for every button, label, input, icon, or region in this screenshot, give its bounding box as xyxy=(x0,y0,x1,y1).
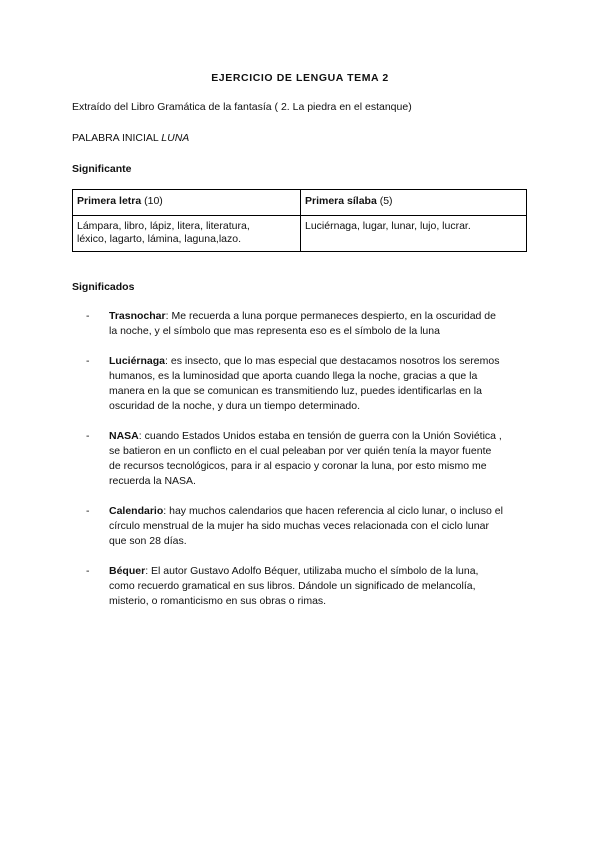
header-primera-silaba xyxy=(301,190,527,216)
list-bullet: - xyxy=(86,565,90,577)
definition-line: círculo menstrual de la mujer ha sido muchas veces relacionada con el ciclo lunar xyxy=(109,520,489,532)
header-primera-letra xyxy=(73,190,301,216)
list-item-calendario xyxy=(86,504,526,549)
source-subtitle: Extraído del Libro Gramática de la fantasía ( 2. La piedra en el estanque) xyxy=(72,101,412,113)
col1-header-label: Primera letra xyxy=(77,195,142,207)
definition-line: oscuridad de la noche, y dura un tiempo determinado. xyxy=(109,400,360,412)
definition-line: como recuerdo gramatical en sus libros. Dándole un significado de melancolía, xyxy=(109,580,476,592)
initial-word-line xyxy=(72,132,189,144)
term: Calendario xyxy=(109,505,164,517)
words-line: léxico, lagarto, lámina, laguna,lazo. xyxy=(77,233,242,245)
words-line: Lámpara, libro, lápiz, litera, literatura, xyxy=(77,220,250,232)
definition-line: manera en la que se comunican es transmitiendo luz, puedes identificarlas en la xyxy=(109,385,482,397)
definition-line: recuerda la NASA. xyxy=(109,475,196,487)
words-primera-letra xyxy=(73,216,301,252)
significados-list xyxy=(86,309,526,624)
significante-heading: Significante xyxy=(72,163,132,175)
significante-table xyxy=(72,189,527,252)
words-primera-silaba: Luciérnaga, lugar, lunar, lujo, lucrar. xyxy=(301,216,527,252)
term: Luciérnaga xyxy=(109,355,166,367)
definition-line: : Me recuerda a luna porque permaneces despierto, en la oscuridad de xyxy=(165,310,496,322)
definition-line: que son 28 días. xyxy=(109,535,187,547)
col1-header-count: (10) xyxy=(141,195,163,207)
definition-line: : es insecto, que lo mas especial que destacamos nosotros los seremos xyxy=(165,355,500,367)
definition-line: de recursos tecnológicos, para ir al espacio y coronar la luna, por esto mismo me xyxy=(109,460,487,472)
significados-heading: Significados xyxy=(72,281,135,293)
list-item-trasnochar xyxy=(86,309,526,339)
initial-word-label: PALABRA INICIAL xyxy=(72,132,162,144)
col2-header-label: Primera sílaba xyxy=(305,195,377,207)
definition-line: : hay muchos calendarios que hacen referencia al ciclo lunar, o incluso el xyxy=(163,505,503,517)
list-bullet: - xyxy=(86,430,90,442)
term: Trasnochar xyxy=(109,310,166,322)
definition-line: se batieron en un conflicto en el cual peleaban por ver quién tenía la mayor fuente xyxy=(109,445,492,457)
document-title: EJERCICIO DE LENGUA TEMA 2 xyxy=(211,72,389,84)
list-item-nasa xyxy=(86,429,526,489)
list-item-bequer xyxy=(86,564,526,609)
list-bullet: - xyxy=(86,310,90,322)
list-item-luciernaga xyxy=(86,354,526,414)
list-bullet: - xyxy=(86,355,90,367)
definition-line: : cuando Estados Unidos estaba en tensión de guerra con la Unión Soviética , xyxy=(138,430,502,442)
initial-word: LUNA xyxy=(161,132,190,144)
definition-line: misterio, o romanticismo en sus obras o rimas. xyxy=(109,595,327,607)
term: Béquer xyxy=(109,565,146,577)
term: NASA xyxy=(109,430,139,442)
definition-line: : El autor Gustavo Adolfo Béquer, utilizaba mucho el símbolo de la luna, xyxy=(145,565,479,577)
definition-line: la noche, y el símbolo que mas representa eso es el símbolo de la luna xyxy=(109,325,440,337)
col2-header-count: (5) xyxy=(376,195,393,207)
definition-line: humanos, es la luminosidad que aporta cuando llega la noche, gracias a que la xyxy=(109,370,478,382)
table-header-row xyxy=(73,190,527,216)
table-row xyxy=(73,216,527,252)
list-bullet: - xyxy=(86,505,90,517)
